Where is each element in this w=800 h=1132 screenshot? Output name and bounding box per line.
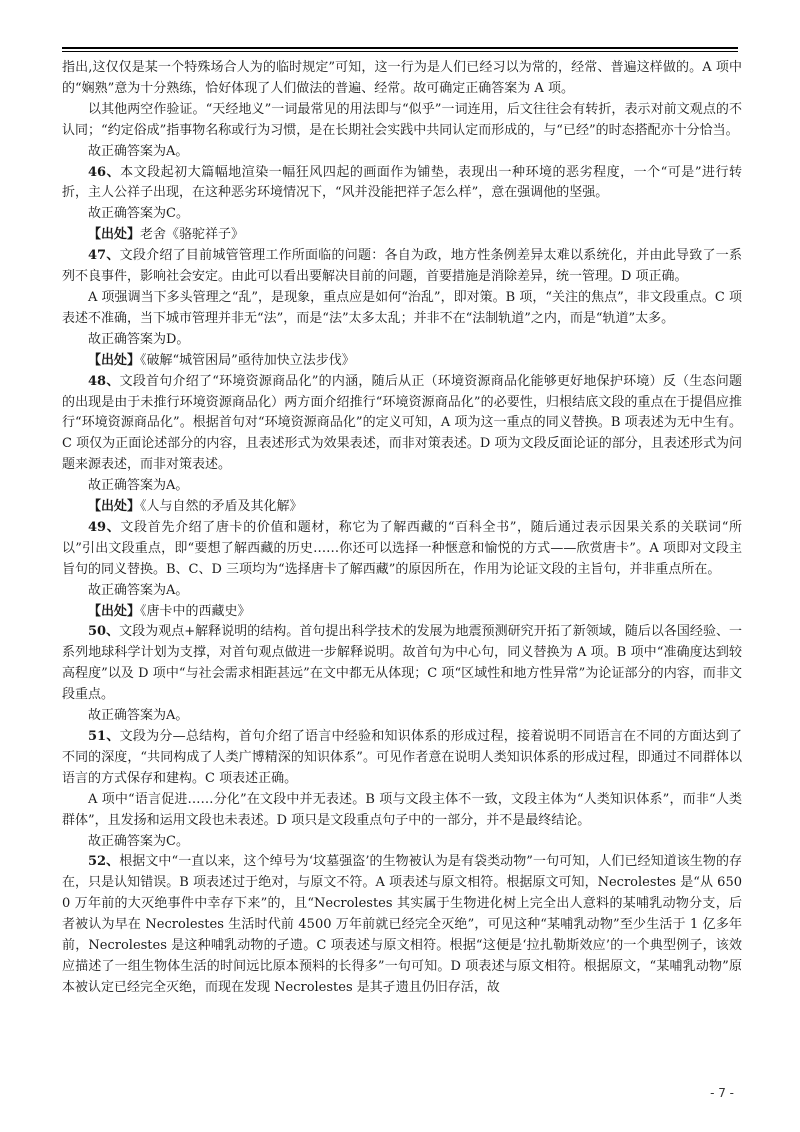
paragraph-continuation xyxy=(62,58,742,100)
question-explanation xyxy=(62,852,742,998)
question-number: 48、 xyxy=(88,373,120,389)
paragraph xyxy=(62,288,742,330)
paragraph xyxy=(62,581,742,602)
paragraph-text: 故正确答案为A。 xyxy=(88,143,189,159)
header-rule-thin xyxy=(62,51,738,52)
question-explanation xyxy=(62,163,742,205)
explanation-text: 文段首先介绍了唐卡的价值和题材，称它为了解西藏的“百科全书”，随后通过表示因果关系的关联词“所以”引出文段重点，即“要想了解西藏的历史……你还可以选择一种惬意和愉悦的方式——欣赏唐卡”。A 项即对文段主旨句的同义替换。B、C、D 三项均为“选择唐卡了解西藏”的原因所在，作用为论证文段的主旨句，并非重点所在。 xyxy=(62,519,742,577)
source-citation xyxy=(62,351,742,372)
source-title: 《唐卡中的西藏史》 xyxy=(140,603,251,619)
explanation-text: 文段首句介绍了“环境资源商品化”的内涵，随后从正（环境资源商品化能够更好地保护环境）反（生态问题的出现是由于未推行环境资源商品化）两方面介绍推行“环境资源商品化”的必要性，归根结底文段的重点在于提倡应推行“环境资源商品化”。根据首句对“环境资源商品化”的定义可知，A 项为这一重点的同义替换。B 项表述为无中生有。C 项仅为正面论述部分的内容，且表述形式为效果表述，而非对策表述。D 项为文段反面论证的部分，且表述形式为问题来源表述，而非对策表述。 xyxy=(62,373,743,473)
question-number: 51、 xyxy=(88,729,120,744)
source-label: 【出处】 xyxy=(88,603,141,619)
question-number: 52、 xyxy=(88,854,120,870)
source-citation xyxy=(62,497,742,518)
document-body xyxy=(62,58,742,999)
paragraph xyxy=(62,330,742,351)
paragraph-text: 以其他两空作验证。“天经地义”一词最常见的用法即与“似乎”一词连用，后文往往会有转折，表示对前文观点的不认同；“约定俗成”指事物名称或行为习惯，是在长期社会实践中共同认定而形成的，与“已经”的时态搭配亦十分恰当。 xyxy=(62,101,742,138)
source-title: 《破解“城管困局”亟待加快立法步伐》 xyxy=(140,352,355,368)
source-citation xyxy=(62,602,742,623)
source-label: 【出处】 xyxy=(88,499,141,515)
question-explanation xyxy=(62,372,742,477)
paragraph xyxy=(62,204,742,225)
source-title: 老舍《骆驼祥子》 xyxy=(140,227,245,243)
question-number: 49、 xyxy=(88,519,121,535)
explanation-text: 本文段起初大篇幅地渲染一幅狂风四起的画面作为铺垫，表现出一种环境的恶劣程度，一个“可是”进行转折，主人公祥子出现，在这种恶劣环境情况下，“风并没能把祥子怎么样”，意在强调他的坚强。 xyxy=(62,164,743,201)
question-explanation xyxy=(62,246,742,288)
question-explanation xyxy=(62,518,742,581)
explanation-text: 根据文中“一直以来，这个绰号为‘坟墓强盗’的生物被认为是有袋类动物”一句可知，人们已经知道该生物的存在，只是认知错误。B 项表述过于绝对，与原文不符。A 项表述与原文相符。根据原文可知，Necrolestes 是“从 6500 万年前的大灭绝事件中幸存下来”的，且“Necrolestes 其实属于生物进化树上完全出人意料的某哺乳动物分支，后者被认为早在 Necrolestes 生活时代前 4500 万年前就已经完全灭绝”，可见这种“某哺乳动物”至少生活于 1 亿多年前，Necrolestes 是这种哺乳动物的孑遗。C 项表述与原文相符。根据“这便是‘拉扎勒斯效应’的一个典型例子，该效应描述了一组生物体生活的时间远比原本预料的长得多”一句可知。D 项表述与原文相符。根据原文，“某哺乳动物”原本被认定已经完全灭绝，而现在发现 Necrolestes 是其孑遗且仍旧存活，故 xyxy=(62,854,743,995)
paragraph-text: 故正确答案为C。 xyxy=(88,833,189,849)
paragraph xyxy=(62,142,742,163)
source-title: 《人与自然的矛盾及其化解》 xyxy=(140,499,303,515)
paragraph-text: 故正确答案为A。 xyxy=(88,478,189,494)
paragraph-text: 故正确答案为A。 xyxy=(88,708,189,724)
page-number: - 7 - xyxy=(710,1086,734,1100)
question-explanation xyxy=(62,727,742,790)
paragraph xyxy=(62,476,742,497)
question-number: 50、 xyxy=(88,624,120,640)
explanation-text: 文段介绍了目前城管管理工作所面临的问题：各自为政，地方性条例差异太难以系统化，并由此导致了一系列不良事件，影响社会安定。由此可以看出要解决目前的问题，首要措施是消除差异，统一管理。D 项正确。 xyxy=(62,248,742,285)
paragraph xyxy=(62,100,742,142)
paragraph xyxy=(62,706,742,727)
header-rule-thick xyxy=(62,47,738,49)
explanation-text: 文段为观点+解释说明的结构。首句提出科学技术的发展为地震预测研究开拓了新领域，随后以各国经验、一系列地球科学计划为支撑，对首句观点做进一步解释说明。故首句为中心句，同义替换为 A 项。B 项中“准确度达到较高程度”以及 D 项中“与社会需求相距甚远”在文中都无从体现；C 项“区域性和地方性异常”为论证部分的内容，而非文段重点。 xyxy=(62,624,742,703)
paragraph xyxy=(62,790,742,832)
question-number: 47、 xyxy=(88,248,120,264)
paragraph-text: 指出,这仅仅是某一个特殊场合人为的临时规定”可知，这一行为是人们已经习以为常的，经常、普遍这样做的。A 项中的“娴熟”意为十分熟练，恰好体现了人们做法的普遍、经常。故可确定正确答案为 A 项。 xyxy=(62,60,742,96)
explanation-text: 文段为分—总结构，首句介绍了语言中经验和知识体系的形成过程，接着说明不同语言在不同的方面达到了不同的深度，“共同构成了人类广博精深的知识体系”。可见作者意在说明人类知识体系的形成过程，即通过不同群体以语言的方式保存和建构。C 项表述正确。 xyxy=(62,729,742,786)
paragraph xyxy=(62,832,742,853)
paragraph-text: 故正确答案为C。 xyxy=(88,206,189,222)
question-explanation xyxy=(62,622,742,706)
paragraph-text: A 项强调当下多头管理之“乱”，是现象，重点应是如何“治乱”，即对策。B 项，“关注的焦点”，非文段重点。C 项表述不准确，当下城市管理并非无“法”，而是“法”太多太乱；并非不在“法制轨道”之内，而是“轨道”太多。 xyxy=(62,289,742,326)
source-citation xyxy=(62,225,742,246)
source-label: 【出处】 xyxy=(88,227,141,243)
paragraph-text: 故正确答案为D。 xyxy=(88,331,190,347)
paragraph-text: 故正确答案为A。 xyxy=(88,582,189,598)
source-label: 【出处】 xyxy=(88,352,141,368)
question-number: 46、 xyxy=(88,164,121,180)
paragraph-text: A 项中“语言促进……分化”在文段中并无表述。B 项与文段主体不一致，文段主体为“人类知识体系”，而非“人类群体”，且发扬和运用文段也未表述。D 项只是文段重点句子中的一部分，并不是最终结论。 xyxy=(62,791,742,828)
